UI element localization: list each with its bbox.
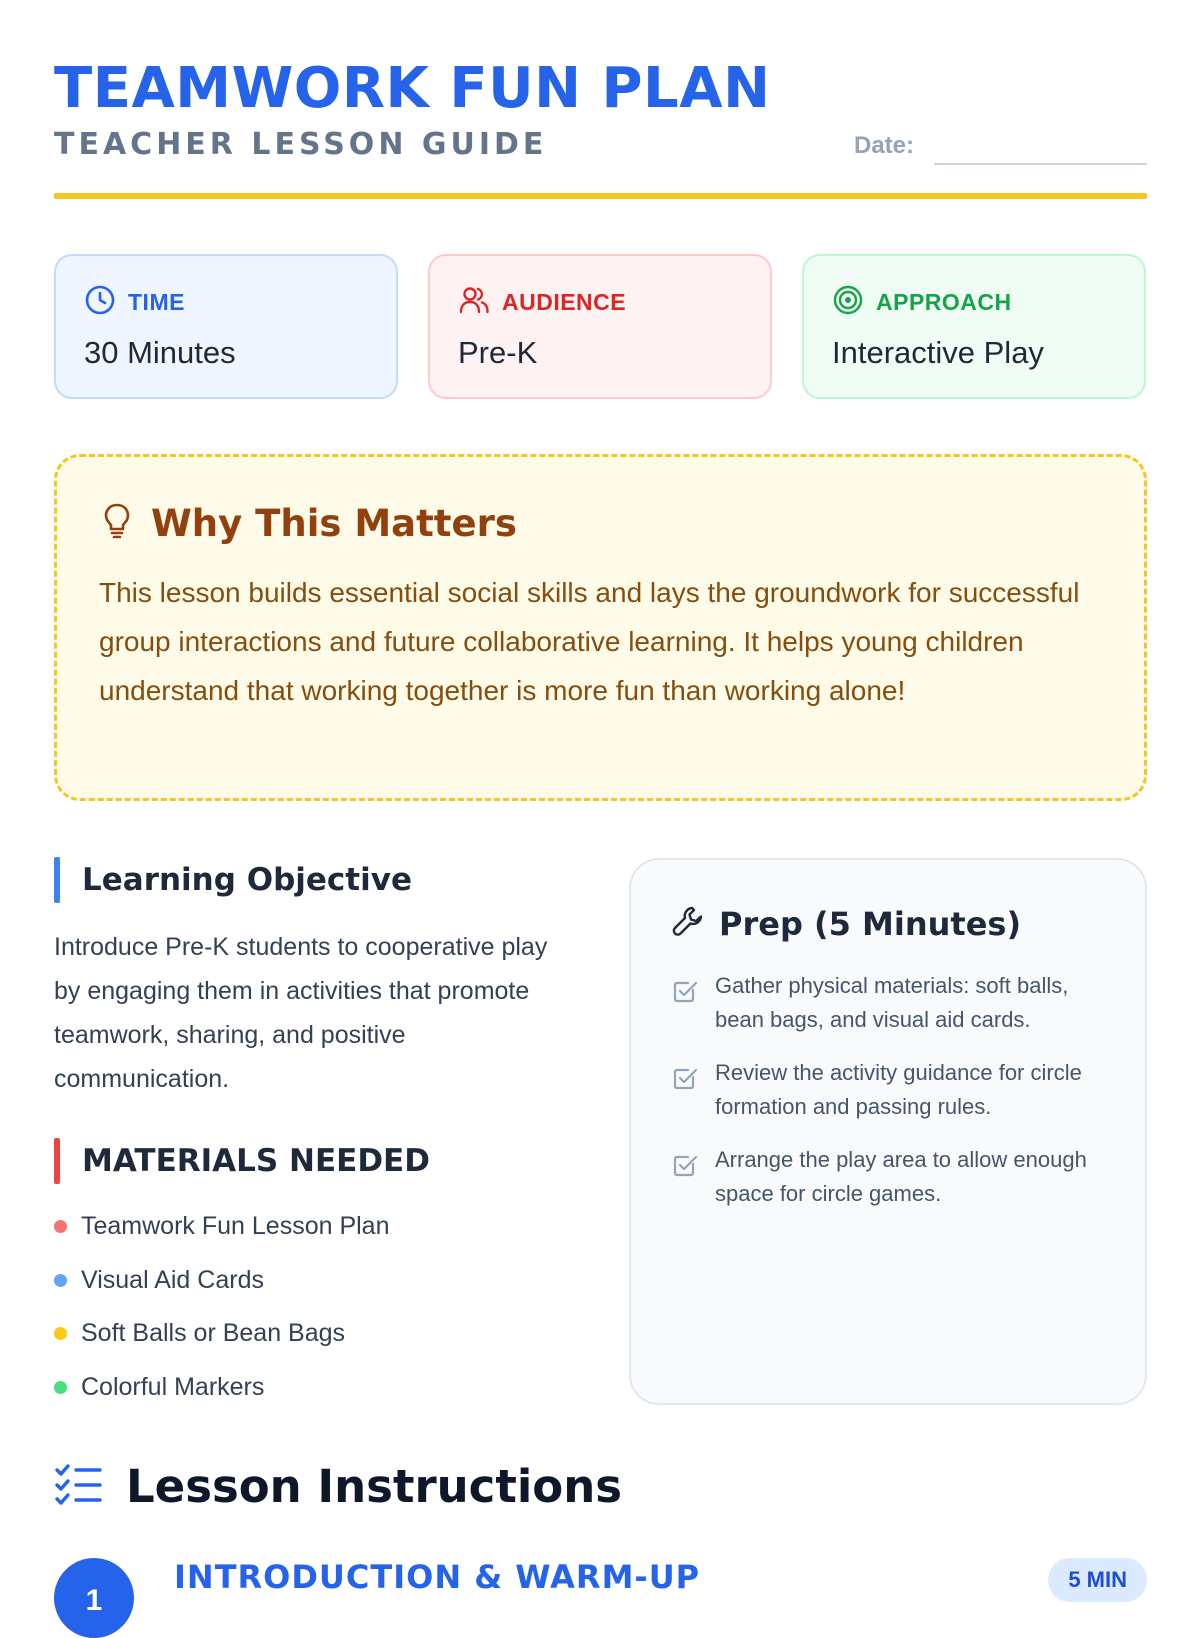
objective-heading	[54, 857, 412, 903]
prep-item-text: Gather physical materials: soft balls, bean bags, and visual aid cards.	[715, 973, 1069, 1032]
audience-label: AUDIENCE	[502, 289, 627, 315]
bullet-dot	[54, 1274, 67, 1287]
checkbox-icon	[671, 1064, 699, 1092]
wrench-icon	[671, 904, 705, 943]
materials-accent-bar	[54, 1138, 60, 1184]
bullet-dot	[54, 1220, 67, 1233]
time-value: 30 Minutes	[84, 335, 236, 370]
prep-item-text: Arrange the play area to allow enough space for circle games.	[715, 1147, 1087, 1206]
material-label: Soft Balls or Bean Bags	[81, 1319, 346, 1348]
lesson-plan-page	[54, 0, 1147, 1617]
checkbox-icon	[671, 977, 699, 1005]
checklist-item	[671, 1143, 1109, 1211]
step-title: INTRODUCTION & WARM-UP	[174, 1558, 701, 1596]
material-label: Teamwork Fun Lesson Plan	[81, 1212, 390, 1241]
step-number-badge: 1	[54, 1558, 134, 1638]
checkbox-icon	[671, 1151, 699, 1179]
checklist-item	[671, 969, 1109, 1037]
lesson-instructions-title: Lesson Instructions	[126, 1460, 623, 1513]
objective-title: Learning Objective	[82, 862, 412, 898]
material-label: Visual Aid Cards	[81, 1265, 264, 1294]
header-divider	[54, 193, 1147, 199]
clock-icon	[84, 284, 116, 321]
materials-title: MATERIALS NEEDED	[82, 1143, 430, 1179]
objective-accent-bar	[54, 857, 60, 903]
checklist-item	[671, 1056, 1109, 1124]
bullet-dot	[54, 1327, 67, 1340]
date-label: Date:	[854, 132, 915, 159]
prep-checklist	[671, 969, 1109, 1211]
lightbulb-icon	[99, 501, 135, 546]
time-card	[54, 254, 398, 399]
users-icon	[458, 284, 490, 321]
list-item	[54, 1254, 389, 1308]
material-label: Colorful Markers	[81, 1372, 265, 1401]
page-subtitle: TEACHER LESSON GUIDE	[54, 127, 548, 162]
why-title: Why This Matters	[151, 502, 517, 545]
date-field-line	[934, 163, 1147, 165]
audience-card	[428, 254, 772, 399]
list-item	[54, 1200, 389, 1254]
prep-item-text: Review the activity guidance for circle formation and passing rules.	[715, 1060, 1082, 1119]
list-item	[54, 1361, 389, 1415]
audience-value: Pre-K	[458, 335, 538, 370]
approach-label: APPROACH	[876, 289, 1012, 315]
page-title: TEAMWORK FUN PLAN	[54, 56, 771, 121]
materials-heading	[54, 1138, 430, 1184]
why-text: This lesson builds essential social skills and lays the groundwork for successful group interactions and future collaborative learning. It helps young children understand that working together is more fun than working alone!	[99, 577, 1080, 706]
time-label: TIME	[128, 289, 185, 315]
step-duration-badge: 5 MIN	[1048, 1558, 1147, 1602]
objective-text: Introduce Pre-K students to cooperative play by engaging them in activities that promote teamwork, sharing, and positive communication.	[54, 933, 548, 1093]
approach-value: Interactive Play	[832, 335, 1044, 370]
checklist-icon	[54, 1463, 104, 1510]
why-this-matters-box	[54, 454, 1147, 801]
materials-list	[54, 1200, 389, 1414]
lesson-instructions-heading	[54, 1460, 622, 1513]
list-item	[54, 1307, 389, 1361]
prep-box	[629, 858, 1147, 1405]
bullet-dot	[54, 1381, 67, 1394]
approach-card	[802, 254, 1146, 399]
target-icon	[832, 284, 864, 321]
prep-title: Prep (5 Minutes)	[719, 904, 1022, 943]
